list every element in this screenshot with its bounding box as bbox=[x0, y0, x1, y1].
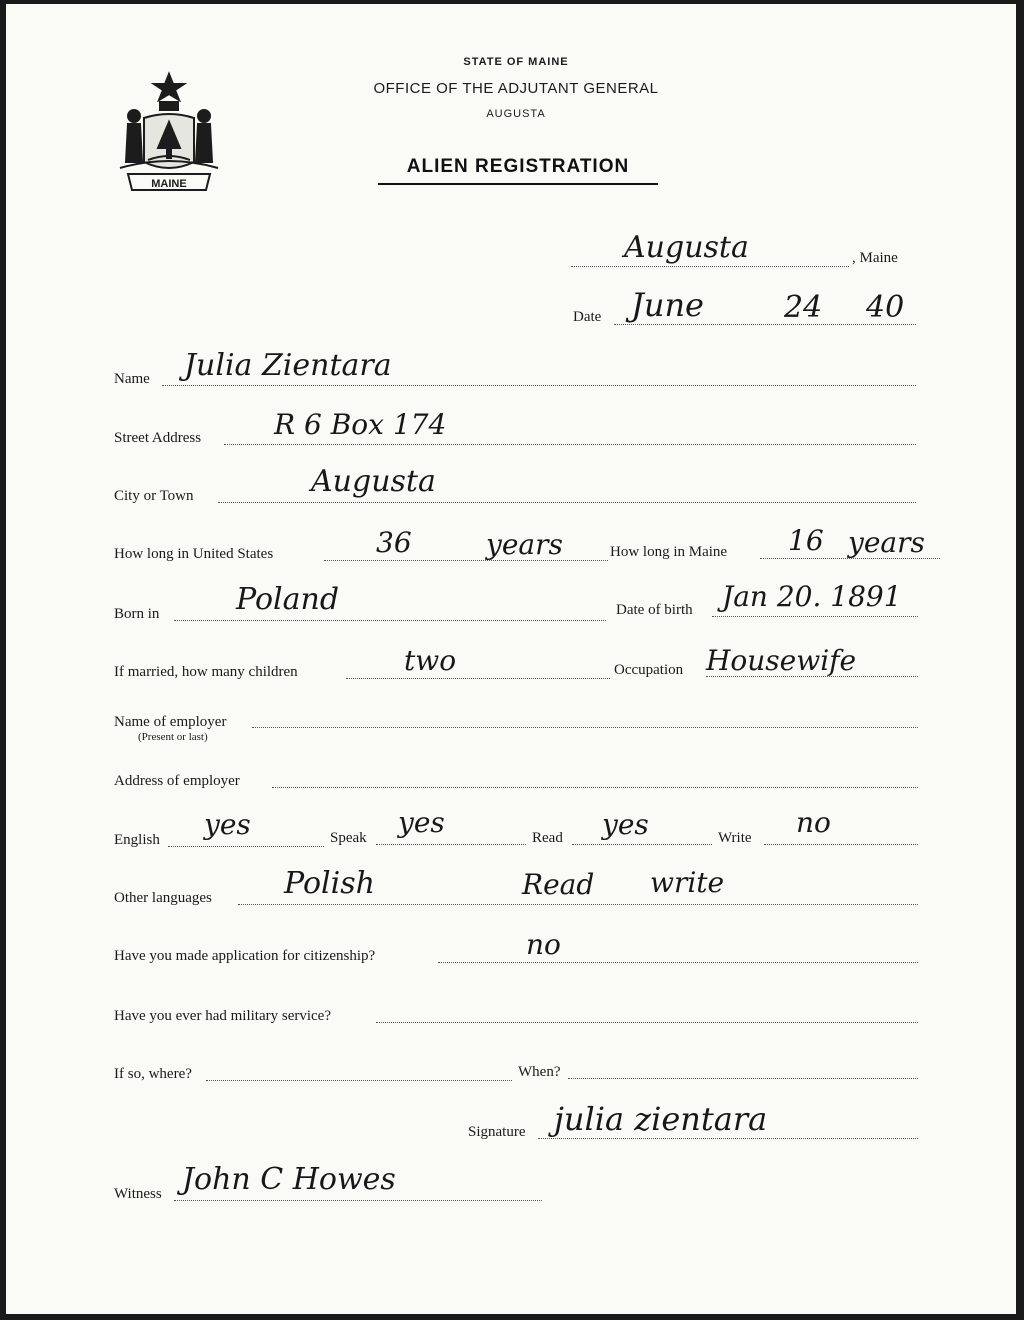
header-city: AUGUSTA bbox=[486, 108, 546, 120]
citizenship-value[interactable]: no bbox=[526, 928, 561, 961]
date-day-value[interactable]: 24 bbox=[784, 290, 823, 325]
when-label: When? bbox=[518, 1064, 561, 1080]
employer-name-label: Name of employer bbox=[114, 714, 227, 730]
citizenship-label: Have you made application for citizenship? bbox=[114, 948, 376, 964]
occupation-value[interactable]: Housewife bbox=[706, 644, 857, 677]
maine-state-seal-icon bbox=[114, 70, 224, 198]
name-label: Name bbox=[114, 371, 150, 387]
when-line[interactable] bbox=[568, 1078, 918, 1079]
speak-value[interactable]: yes bbox=[398, 806, 445, 839]
form-page bbox=[6, 4, 1016, 1314]
name-value[interactable]: Julia Zientara bbox=[184, 348, 392, 383]
date-of-birth-line bbox=[712, 616, 918, 617]
born-in-label: Born in bbox=[114, 606, 160, 622]
header-office: OFFICE OF THE ADJUTANT GENERAL bbox=[373, 80, 659, 97]
children-line bbox=[346, 678, 610, 679]
signature-label: Signature bbox=[468, 1124, 526, 1140]
how-long-us-label: How long in United States bbox=[114, 546, 274, 562]
english-value[interactable]: yes bbox=[204, 808, 251, 841]
header-state: STATE OF MAINE bbox=[463, 56, 569, 68]
signature-line bbox=[538, 1138, 918, 1139]
name-line bbox=[162, 385, 916, 386]
read-line bbox=[572, 844, 712, 845]
us-unit-value[interactable]: years bbox=[486, 528, 563, 561]
read-label: Read bbox=[532, 830, 563, 846]
city-line bbox=[218, 502, 916, 503]
write-value[interactable]: no bbox=[796, 806, 831, 839]
employer-address-line[interactable] bbox=[272, 787, 918, 788]
write-line bbox=[764, 844, 918, 845]
maine-label: , Maine bbox=[852, 250, 898, 266]
town-line bbox=[571, 266, 849, 267]
maine-years-value[interactable]: 16 bbox=[788, 524, 824, 557]
other-languages-line bbox=[238, 904, 918, 905]
date-of-birth-label: Date of birth bbox=[616, 602, 693, 618]
city-value[interactable]: Augusta bbox=[311, 464, 436, 499]
date-year-value[interactable]: 40 bbox=[866, 290, 905, 325]
street-value[interactable]: R 6 Box 174 bbox=[274, 408, 447, 441]
form-title: ALIEN REGISTRATION bbox=[378, 156, 658, 185]
seal-text: MAINE bbox=[151, 178, 187, 190]
other-languages-label: Other languages bbox=[114, 890, 212, 906]
if-so-where-line[interactable] bbox=[206, 1080, 512, 1081]
military-label: Have you ever had military service? bbox=[114, 1008, 331, 1024]
how-long-maine-label: How long in Maine bbox=[610, 544, 728, 560]
signature-value[interactable]: julia zientara bbox=[554, 1100, 768, 1138]
occupation-label: Occupation bbox=[614, 662, 684, 678]
witness-label: Witness bbox=[114, 1186, 162, 1202]
other-languages-value[interactable]: Polish bbox=[284, 866, 375, 901]
other-write-value[interactable]: write bbox=[650, 866, 725, 899]
born-in-value[interactable]: Poland bbox=[236, 582, 340, 617]
date-of-birth-value[interactable]: Jan 20. 1891 bbox=[722, 580, 902, 613]
witness-line bbox=[174, 1200, 542, 1201]
english-line bbox=[168, 846, 324, 847]
street-line bbox=[224, 444, 916, 445]
employer-name-line[interactable] bbox=[252, 727, 918, 728]
town-value[interactable]: Augusta bbox=[624, 230, 749, 265]
born-in-line bbox=[174, 620, 606, 621]
maine-unit-value[interactable]: years bbox=[848, 526, 925, 559]
if-so-where-label: If so, where? bbox=[114, 1066, 192, 1082]
english-label: English bbox=[114, 832, 160, 848]
how-long-us-line bbox=[324, 560, 608, 561]
us-years-value[interactable]: 36 bbox=[376, 526, 412, 559]
write-label: Write bbox=[718, 830, 752, 846]
children-value[interactable]: two bbox=[404, 644, 457, 677]
witness-value[interactable]: John C Howes bbox=[182, 1162, 396, 1197]
speak-line bbox=[376, 844, 526, 845]
city-label: City or Town bbox=[114, 488, 194, 504]
other-read-value[interactable]: Read bbox=[522, 868, 595, 901]
military-line[interactable] bbox=[376, 1022, 918, 1023]
employer-address-label: Address of employer bbox=[114, 773, 240, 789]
date-label: Date bbox=[573, 309, 602, 325]
employer-note: (Present or last) bbox=[138, 731, 208, 743]
speak-label: Speak bbox=[330, 830, 367, 846]
read-value[interactable]: yes bbox=[602, 808, 649, 841]
children-label: If married, how many children bbox=[114, 664, 298, 680]
citizenship-line bbox=[438, 962, 918, 963]
date-month-value[interactable]: June bbox=[631, 286, 704, 324]
street-label: Street Address bbox=[114, 430, 202, 446]
